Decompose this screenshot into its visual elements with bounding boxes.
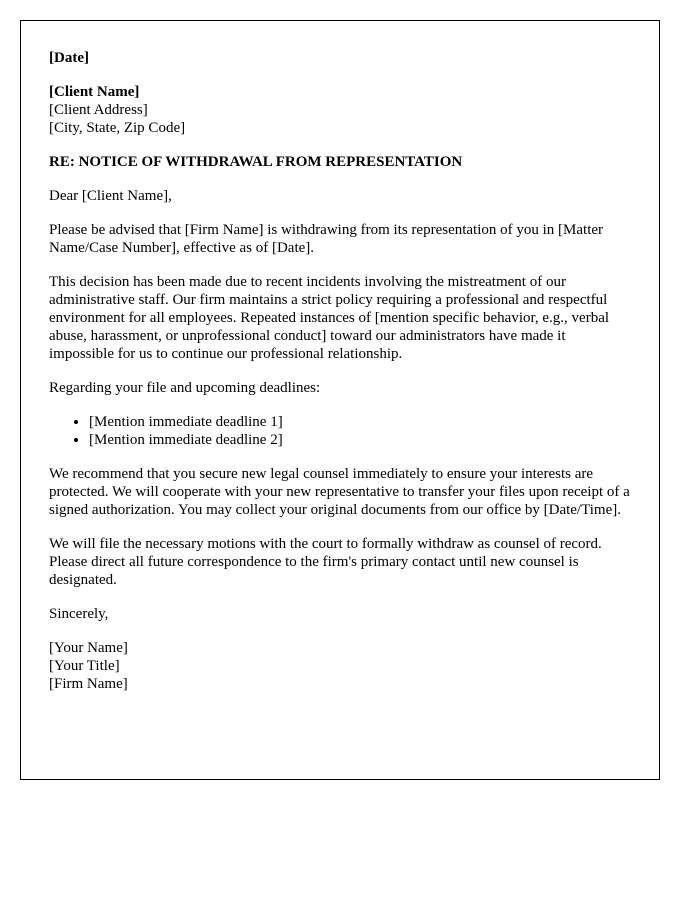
letter-closing: Sincerely, bbox=[49, 606, 109, 622]
signer-title: [Your Title] bbox=[49, 658, 120, 674]
client-address-block bbox=[49, 83, 631, 137]
paragraph-new-counsel: We recommend that you secure new legal counsel immediately to ensure your interests are protected. We will cooperate with your new representative to transfer your files upon receipt of a signed authorization. You may collect your original documents from our office by [Date/Time]. bbox=[49, 466, 630, 518]
paragraph-deadlines-intro: Regarding your file and upcoming deadlines: bbox=[49, 380, 321, 396]
letter-subject: RE: NOTICE OF WITHDRAWAL FROM REPRESENTATION bbox=[49, 154, 463, 170]
signature-block bbox=[49, 639, 631, 693]
list-item: • [Mention immediate deadline 1] bbox=[89, 413, 631, 431]
letter-greeting: Dear [Client Name], bbox=[49, 188, 172, 204]
letter-date: [Date] bbox=[49, 50, 89, 66]
paragraph-withdrawal-notice: Please be advised that [Firm Name] is withdrawing from its representation of you in [Matter Name/Case Number], effective as of [Date]. bbox=[49, 222, 604, 256]
letter-page bbox=[20, 20, 660, 780]
deadline-list bbox=[49, 413, 631, 449]
paragraph-court-motions: We will file the necessary motions with the court to formally withdraw as counsel of record. Please direct all future correspondence to the firm's primary contact until new counsel is designated. bbox=[49, 536, 602, 588]
signer-firm: [Firm Name] bbox=[49, 676, 128, 692]
paragraph-reason: This decision has been made due to recent incidents involving the mistreatment of our administrative staff. Our firm maintains a strict policy requiring a professional and respectful environment for all employees. Repeated instances of [mention specific behavior, e.g., verbal abuse, harassment, or unprofessional conduct] toward our administrators have made it impossible for us to continue our professional relationship. bbox=[49, 274, 610, 362]
list-item: • [Mention immediate deadline 2] bbox=[89, 431, 631, 449]
signer-name: [Your Name] bbox=[49, 640, 128, 656]
client-address: [Client Address] bbox=[49, 102, 148, 118]
client-city-state-zip: [City, State, Zip Code] bbox=[49, 120, 186, 136]
client-name: [Client Name] bbox=[49, 84, 140, 100]
